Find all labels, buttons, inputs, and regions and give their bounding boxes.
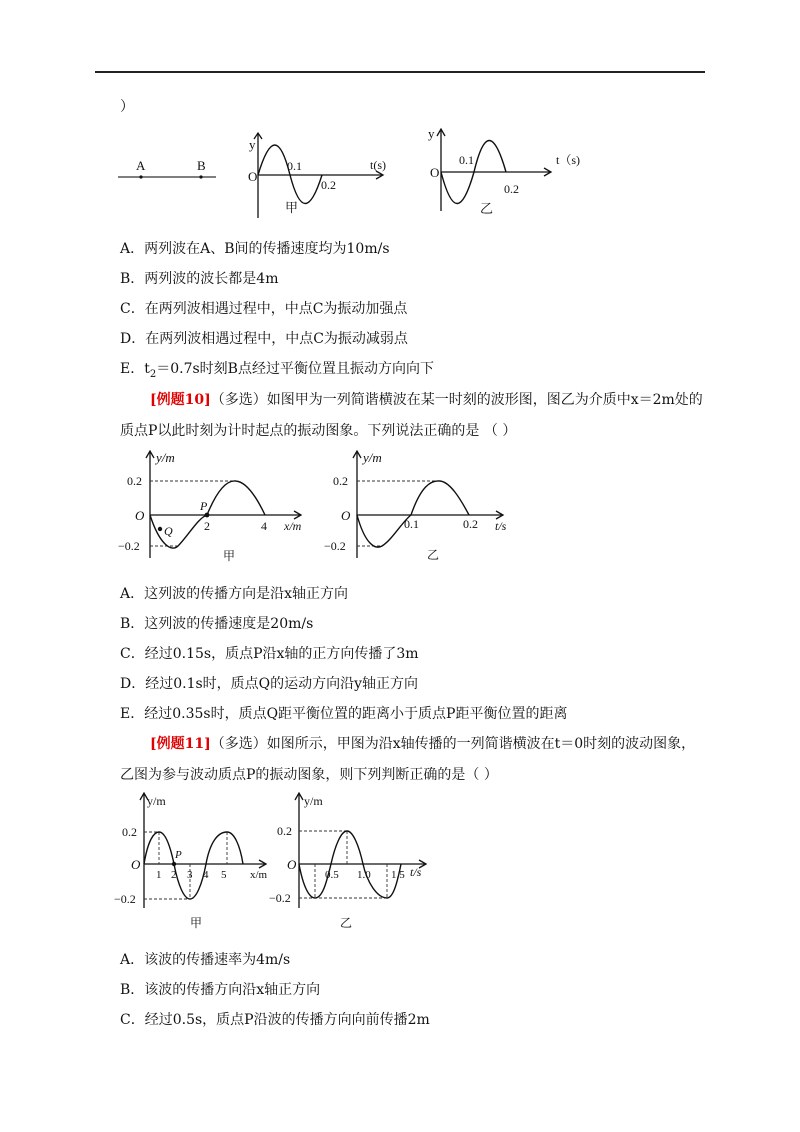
t-axis-label: t/s xyxy=(495,519,507,533)
q10-option-c: C．经过0.15s，质点P沿x轴的正方向传播了3m xyxy=(120,646,419,662)
amplitude-pos-label: 0.2 xyxy=(127,474,142,488)
amplitude-neg-label: −0.2 xyxy=(114,892,136,906)
figure-ab-line xyxy=(110,150,220,190)
header-rule xyxy=(95,71,705,73)
vibration-curve xyxy=(258,145,322,204)
tick-label-02: 0.2 xyxy=(463,517,478,531)
point-b-label: B xyxy=(197,158,206,173)
figure-q11-jia xyxy=(110,790,280,940)
tick-label-02: 0.2 xyxy=(504,182,519,196)
origin-label: O xyxy=(248,169,258,184)
t-axis-label: t（s) xyxy=(556,153,581,167)
tick-label-15: 1.5 xyxy=(391,869,405,881)
y-axis-label: y/m xyxy=(304,794,323,808)
point-b-dot xyxy=(199,175,202,178)
figure-q10-jia xyxy=(110,448,320,568)
x-axis-label: x/m xyxy=(250,869,268,881)
tick-label-1: 1 xyxy=(156,869,162,881)
tick-label-4: 4 xyxy=(261,519,267,533)
figure-q9-yi xyxy=(422,126,592,226)
q10-stem-line2: 质点P以此时刻为计时起点的振动图象。下列说法正确的是 （ ） xyxy=(120,423,517,439)
point-a-label: A xyxy=(136,158,146,173)
caption-jia: 甲 xyxy=(223,549,236,563)
q11-stem-line2: 乙图为参与波动质点P的振动图象，则下列判断正确的是（ ） xyxy=(120,767,498,783)
q9-option-e: E．$t_2=0.7s$时刻B点经过平衡位置且振动方向向下 xyxy=(120,361,434,380)
point-p-dot xyxy=(172,862,176,866)
tick-label-01: 0.1 xyxy=(459,153,474,167)
q9-option-b: B．两列波的波长都是4m xyxy=(120,271,279,287)
q10-stem-line1: [例题10]（多选）如图甲为一列简谐横波在某一时刻的波形图，图乙为介质中x＝2m处的 xyxy=(150,392,703,408)
point-p-label: P xyxy=(175,849,182,861)
q11-option-c: C．经过0.5s，质点P沿波的传播方向向前传播2m xyxy=(120,1012,430,1028)
origin-label: O xyxy=(131,857,141,872)
y-axis-label: y xyxy=(428,126,435,141)
q11-stem-line1: [例题11]（多选）如图所示，甲图为沿x轴传播的一列简谐横波在t＝0时刻的波动图象， xyxy=(150,736,696,752)
caption-jia: 甲 xyxy=(285,200,299,215)
caption-jia: 甲 xyxy=(190,916,203,930)
tick-label-3: 3 xyxy=(187,869,193,881)
t-axis-label: t(s) xyxy=(370,158,386,172)
figure-q11-yi xyxy=(269,790,445,940)
amplitude-neg-label: −0.2 xyxy=(324,539,346,553)
y-axis-label: y/m xyxy=(363,450,382,465)
figure-q10-yi xyxy=(320,448,520,568)
tick-label-02: 0.2 xyxy=(321,178,336,192)
point-p-label: P xyxy=(200,499,208,513)
point-a-dot xyxy=(139,175,142,178)
tick-label-5: 5 xyxy=(221,869,227,881)
q9-option-c: C．在两列波相遇过程中，中点C为振动加强点 xyxy=(120,301,408,317)
figure-q9-jia xyxy=(235,130,395,225)
q9-option-d: D．在两列波相遇过程中，中点C为振动减弱点 xyxy=(120,331,408,347)
t-axis-label: t/s xyxy=(410,865,422,879)
origin-label: O xyxy=(430,165,440,180)
vibration-curve xyxy=(357,481,469,547)
q10-option-e: E．经过0.35s时，质点Q距平衡位置的距离小于质点P距平衡位置的距离 xyxy=(120,706,568,722)
x-axis-label: x/m xyxy=(284,519,302,533)
q10-option-a: A．这列波的传播方向是沿x轴正方向 xyxy=(120,586,349,602)
amplitude-pos-label: 0.2 xyxy=(333,474,348,488)
origin-label: O xyxy=(341,508,351,523)
origin-label: O xyxy=(287,857,297,872)
y-axis-label: y/m xyxy=(147,794,166,808)
point-q-dot xyxy=(158,527,162,531)
amplitude-neg-label: −0.2 xyxy=(118,539,140,553)
amplitude-pos-label: 0.2 xyxy=(277,824,292,838)
amplitude-pos-label: 0.2 xyxy=(122,825,137,839)
y-axis-label: y xyxy=(249,137,256,152)
tick-label-01: 0.1 xyxy=(404,517,419,531)
tick-label-2: 2 xyxy=(171,869,177,881)
q10-option-d: D．经过0.1s时，质点Q的运动方向沿y轴正方向 xyxy=(120,676,419,692)
point-p-dot xyxy=(205,513,210,518)
q10-label: [例题10] xyxy=(150,392,211,408)
q11-label: [例题11] xyxy=(150,736,211,752)
tick-label-2: 2 xyxy=(204,519,210,533)
q11-option-b: B．该波的传播方向沿x轴正方向 xyxy=(120,982,321,998)
question-end-paren: ） xyxy=(120,99,134,115)
q10-option-b: B．这列波的传播速度是20m/s xyxy=(120,616,314,632)
q11-option-a: A．该波的传播速率为4m/s xyxy=(120,952,291,968)
caption-yi: 乙 xyxy=(427,548,440,562)
caption-yi: 乙 xyxy=(340,916,353,930)
caption-yi: 乙 xyxy=(480,201,494,216)
tick-label-01: 0.1 xyxy=(287,159,302,173)
amplitude-neg-label: −0.2 xyxy=(269,891,291,905)
tick-label-05: 0.5 xyxy=(325,869,339,881)
y-axis-label: y/m xyxy=(156,450,175,465)
origin-label: O xyxy=(135,508,145,523)
q9-option-a: A．两列波在A、B间的传播速度均为10m/s xyxy=(120,241,390,257)
point-q-label: Q xyxy=(164,524,173,538)
tick-label-4: 4 xyxy=(203,869,209,881)
tick-label-10: 1.0 xyxy=(357,869,371,881)
